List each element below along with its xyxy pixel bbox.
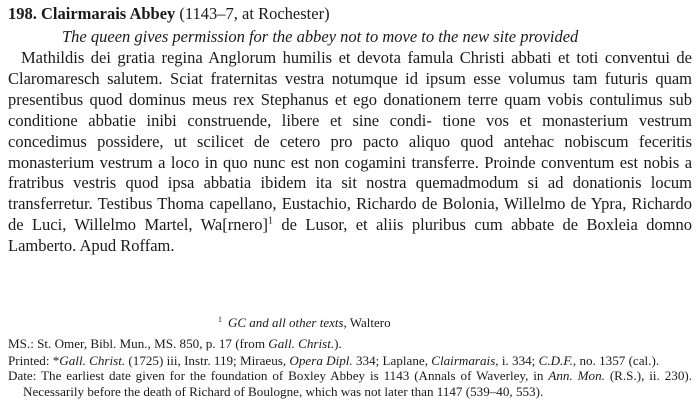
printed-source: Clairmarais <box>431 352 496 368</box>
printed-entry <box>8 353 692 369</box>
printed-text: , no. 1357 (cal.). <box>572 352 660 368</box>
text-line: volumus tam futuris quam presentibus quod dominus meus rex Stephanus et ego donationem <box>8 68 693 109</box>
text-line: Apud Roffam. <box>79 236 175 256</box>
charter-summary: The queen gives permission for the abbey not to move to the new site provided <box>62 27 579 46</box>
charter-info: (1143–7, at Rochester) <box>179 4 330 23</box>
footnote-text: Waltero <box>346 315 391 330</box>
printed-text: * <box>49 352 60 368</box>
charter-heading <box>8 4 330 24</box>
date-text: The earliest date given for the foundation of Boxley Abbey is 1143 (Annals of Waverley, in <box>36 368 549 384</box>
text-line: ibidem ita sit nostra quemadmodum si ad donationis locum transferretur. Testibus Thoma <box>8 173 693 214</box>
charter-name: Clairmarais Abbey <box>41 4 176 23</box>
text-line: aliquo quod antehac nobiscum feceritis monasterium vestrum a loco in quo nunc est non <box>8 131 693 172</box>
text-line: conventui de Claromaresch salutem. Sciat fraternitas vestra notumque id ipsum esse <box>8 48 693 88</box>
apparatus <box>8 336 692 399</box>
text-line: Martel, Wa[rnero] <box>144 215 269 235</box>
footnote-marker: 1 <box>218 314 222 324</box>
text-line: cogamini transferre. Proinde conventum est nobis a fratribus vestris quod ipsa abbatia <box>8 152 693 193</box>
printed-text: 334; Laplane, <box>352 352 432 368</box>
footnote <box>218 315 391 331</box>
ms-text: St. Omer, Bibl. Mun., MS. 850, p. 17 (from <box>33 336 269 351</box>
footnote-text-italic: GC and all other texts, <box>228 315 347 330</box>
date-entry <box>8 368 692 399</box>
text-line: tione vos et monasterium vestrum concedimus possidere, ut scilicet de cetero pro pacto <box>8 110 692 151</box>
printed-source: Gall. Christ. <box>59 352 126 368</box>
charter-number: 198. <box>8 4 37 23</box>
date-source: Ann. <box>548 368 573 384</box>
date-source: Mon. <box>577 368 605 384</box>
text-line: capellano, Eustachio, Richardo de Bolonia, Willelmo de Ypra, Richardo de Luci, Willelmo <box>8 194 692 235</box>
date-text: (R.S.), ii. 230). Necessarily before the death of Richard of Boulogne, which was not later than <box>23 368 692 399</box>
printed-source: Opera Dipl. <box>289 352 353 368</box>
ms-entry <box>8 336 692 352</box>
printed-text: (1725) iii, Instr. 119; Miraeus, <box>125 352 290 368</box>
printed-label: Printed: <box>8 352 50 368</box>
printed-text: , i. 334; <box>495 352 536 368</box>
date-text: 1147 (539–40, 553). <box>436 383 544 399</box>
text-line: Mathildis dei gratia regina Anglorum humilis et devota famula Christi abbati et toti <box>21 48 599 67</box>
text-line: de Lusor, et aliis pluribus cum abbate de Boxleia domno Lamberto. <box>8 215 693 256</box>
ms-source: Gall. Christ. <box>268 336 335 351</box>
charter-text <box>8 48 692 257</box>
ms-label: MS.: <box>8 336 34 351</box>
text-line: terre quam vobis contulimus sub conditione abbatie inibi construende, libere et sine condi- <box>8 89 693 130</box>
printed-source: C.D.F. <box>538 352 573 368</box>
ms-end: ). <box>334 336 342 351</box>
date-label: Date: <box>8 368 37 384</box>
footnote-ref: 1 <box>268 215 274 227</box>
